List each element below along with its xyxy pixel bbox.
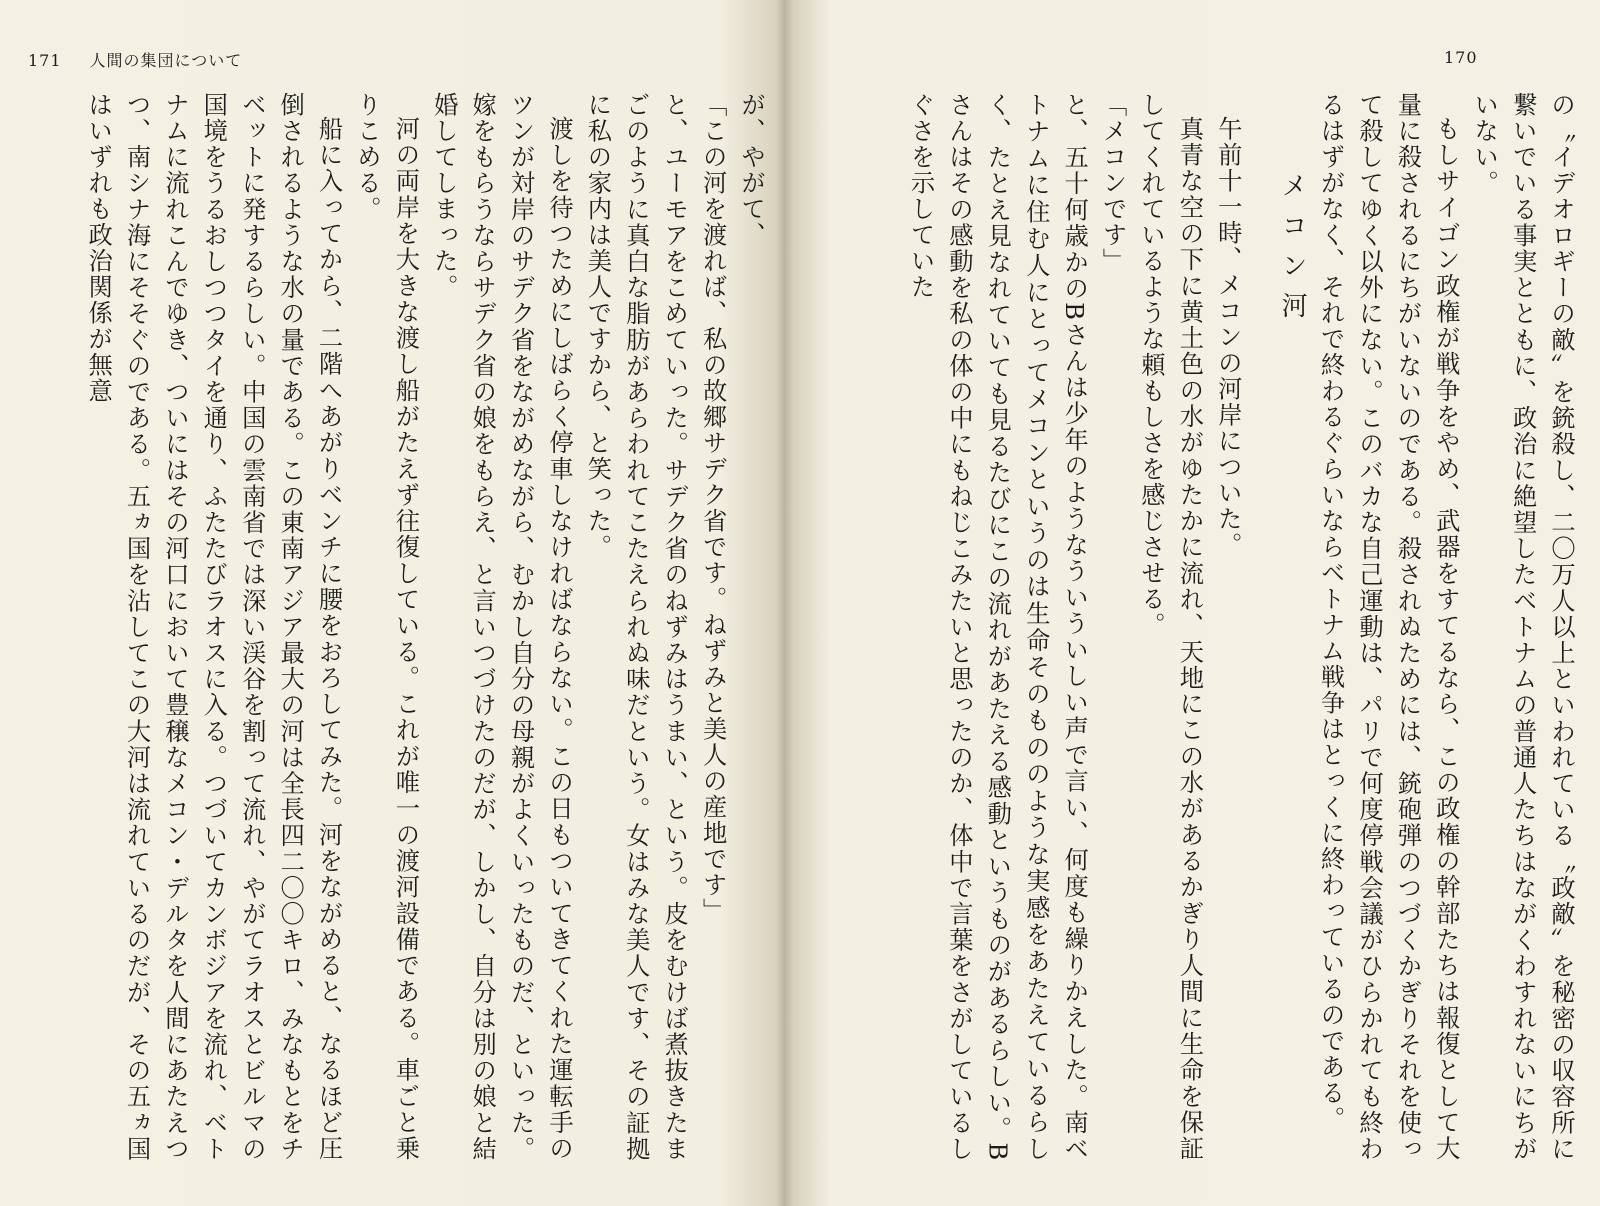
paragraph: と、五十何歳かのBさんは少年のようなういういしい声で言い、何度も繰りかえした。南ベトナムに住む人にとってメコンというのは生命そのもののような実感をあたえているらしく、たとえ見なれていても見るたびにこの流れがあたえる感動というものがあるらしい。Bさんはその感動を私の体の中にもねじこみたいと思ったのか、体中で言葉をさがしているしぐさを示していた	[906, 92, 1090, 1162]
paragraph: もしサイゴン政権が戦争をやめ、武器をすてるなら、この政権の幹部たちは報復として大量に殺されるにちがいないのである。殺されぬためには、銃砲弾のつづくかぎりそれを使って殺してゆく以外にない。このバカな自己運動は、パリで何度停戦会議がひらかれても終わるはずがなく、それで終わるぐらいならベトナム戦争はとっくに終わっているのである。	[1316, 92, 1461, 1162]
paragraph: 「メコンです」	[1098, 92, 1128, 274]
right-page-text	[901, 92, 1580, 1162]
right-page-header	[1444, 48, 1478, 67]
paragraph: 「この河を渡れば、私の故郷サデク省です。ねずみと美人の産地です」	[698, 92, 728, 924]
left-page-header	[28, 48, 242, 71]
page-number-170: 170	[1444, 48, 1478, 67]
paragraph: が、やがて、	[737, 92, 766, 248]
left-page-text	[79, 92, 770, 1162]
paragraph: 船に入ってから、二階へあがりベンチに腰をおろしてみた。河をながめると、なるほど圧倒されるような水の量である。この東南アジア最大の河は全長四二〇〇キロ、みなもとをチベットに発するらしい。中国の雲南省では深い渓谷を割って流れ、やがてラオスとビルマの国境をうるおしつつタイを通り、ふたたびラオスに入る。つづいてカンボジアを流れ、ベトナムに流れこんでゆき、ついにはその河口において豊穣なメコン・デルタを人間にあたえつつ、南シナ海にそそぐのである。五ヵ国を沾してこの大河は流れているのだが、その五ヵ国はいずれも政治関係が無意	[84, 92, 344, 1162]
right-page-body	[790, 92, 1580, 1162]
left-page-body	[25, 92, 770, 1162]
paragraph: と、ユーモアをこめていった。サデク省のねずみはうまい、という。皮をむけば煮抜きたまごのように真白な脂肪があらわれてこたえられぬ味だという。女はみな美人です、その証拠に私の家内は美人ですから、と笑った。	[583, 92, 690, 1162]
page-number-171: 171	[28, 51, 62, 70]
paragraph: 渡しを待つためにしばらく停車しなければならない。この日もついてきてくれた運転手のツンが対岸のサデク省をながめながら、むかし自分の母親がよくいったものだ、といった。嫁をもらうならサデク省の娘をもらえ、と言いつづけたのだが、しかし、自分は別の娘と結婚してしまった。	[429, 92, 574, 1162]
left-page	[0, 0, 780, 1206]
running-header: 人間の集団について	[89, 51, 243, 70]
section-title: メコン河	[1277, 172, 1308, 332]
paragraph: 午前十一時、メコンの河岸についた。	[1213, 116, 1243, 559]
right-page	[780, 0, 1600, 1206]
section-spacer	[1247, 92, 1273, 1162]
paragraph: 河の両岸を大きな渡し船がたえず往復している。これが唯一の渡河設備である。車ごと乗りこめる。	[352, 92, 421, 1162]
paragraph: 真青な空の下に黄土色の水がゆたかに流れ、天地にこの水があるかぎり人間に生命を保証してくれているような頼もしさを感じさせる。	[1136, 92, 1205, 1162]
paragraph: の〝イデオロギーの敵〟を銃殺し、二〇万人以上といわれている〝政敵〟を秘密の収容所に繋いでいる事実とともに、政治に絶望したベトナムの普通人たちはながくわすれないにちがいない。	[1470, 92, 1576, 1162]
